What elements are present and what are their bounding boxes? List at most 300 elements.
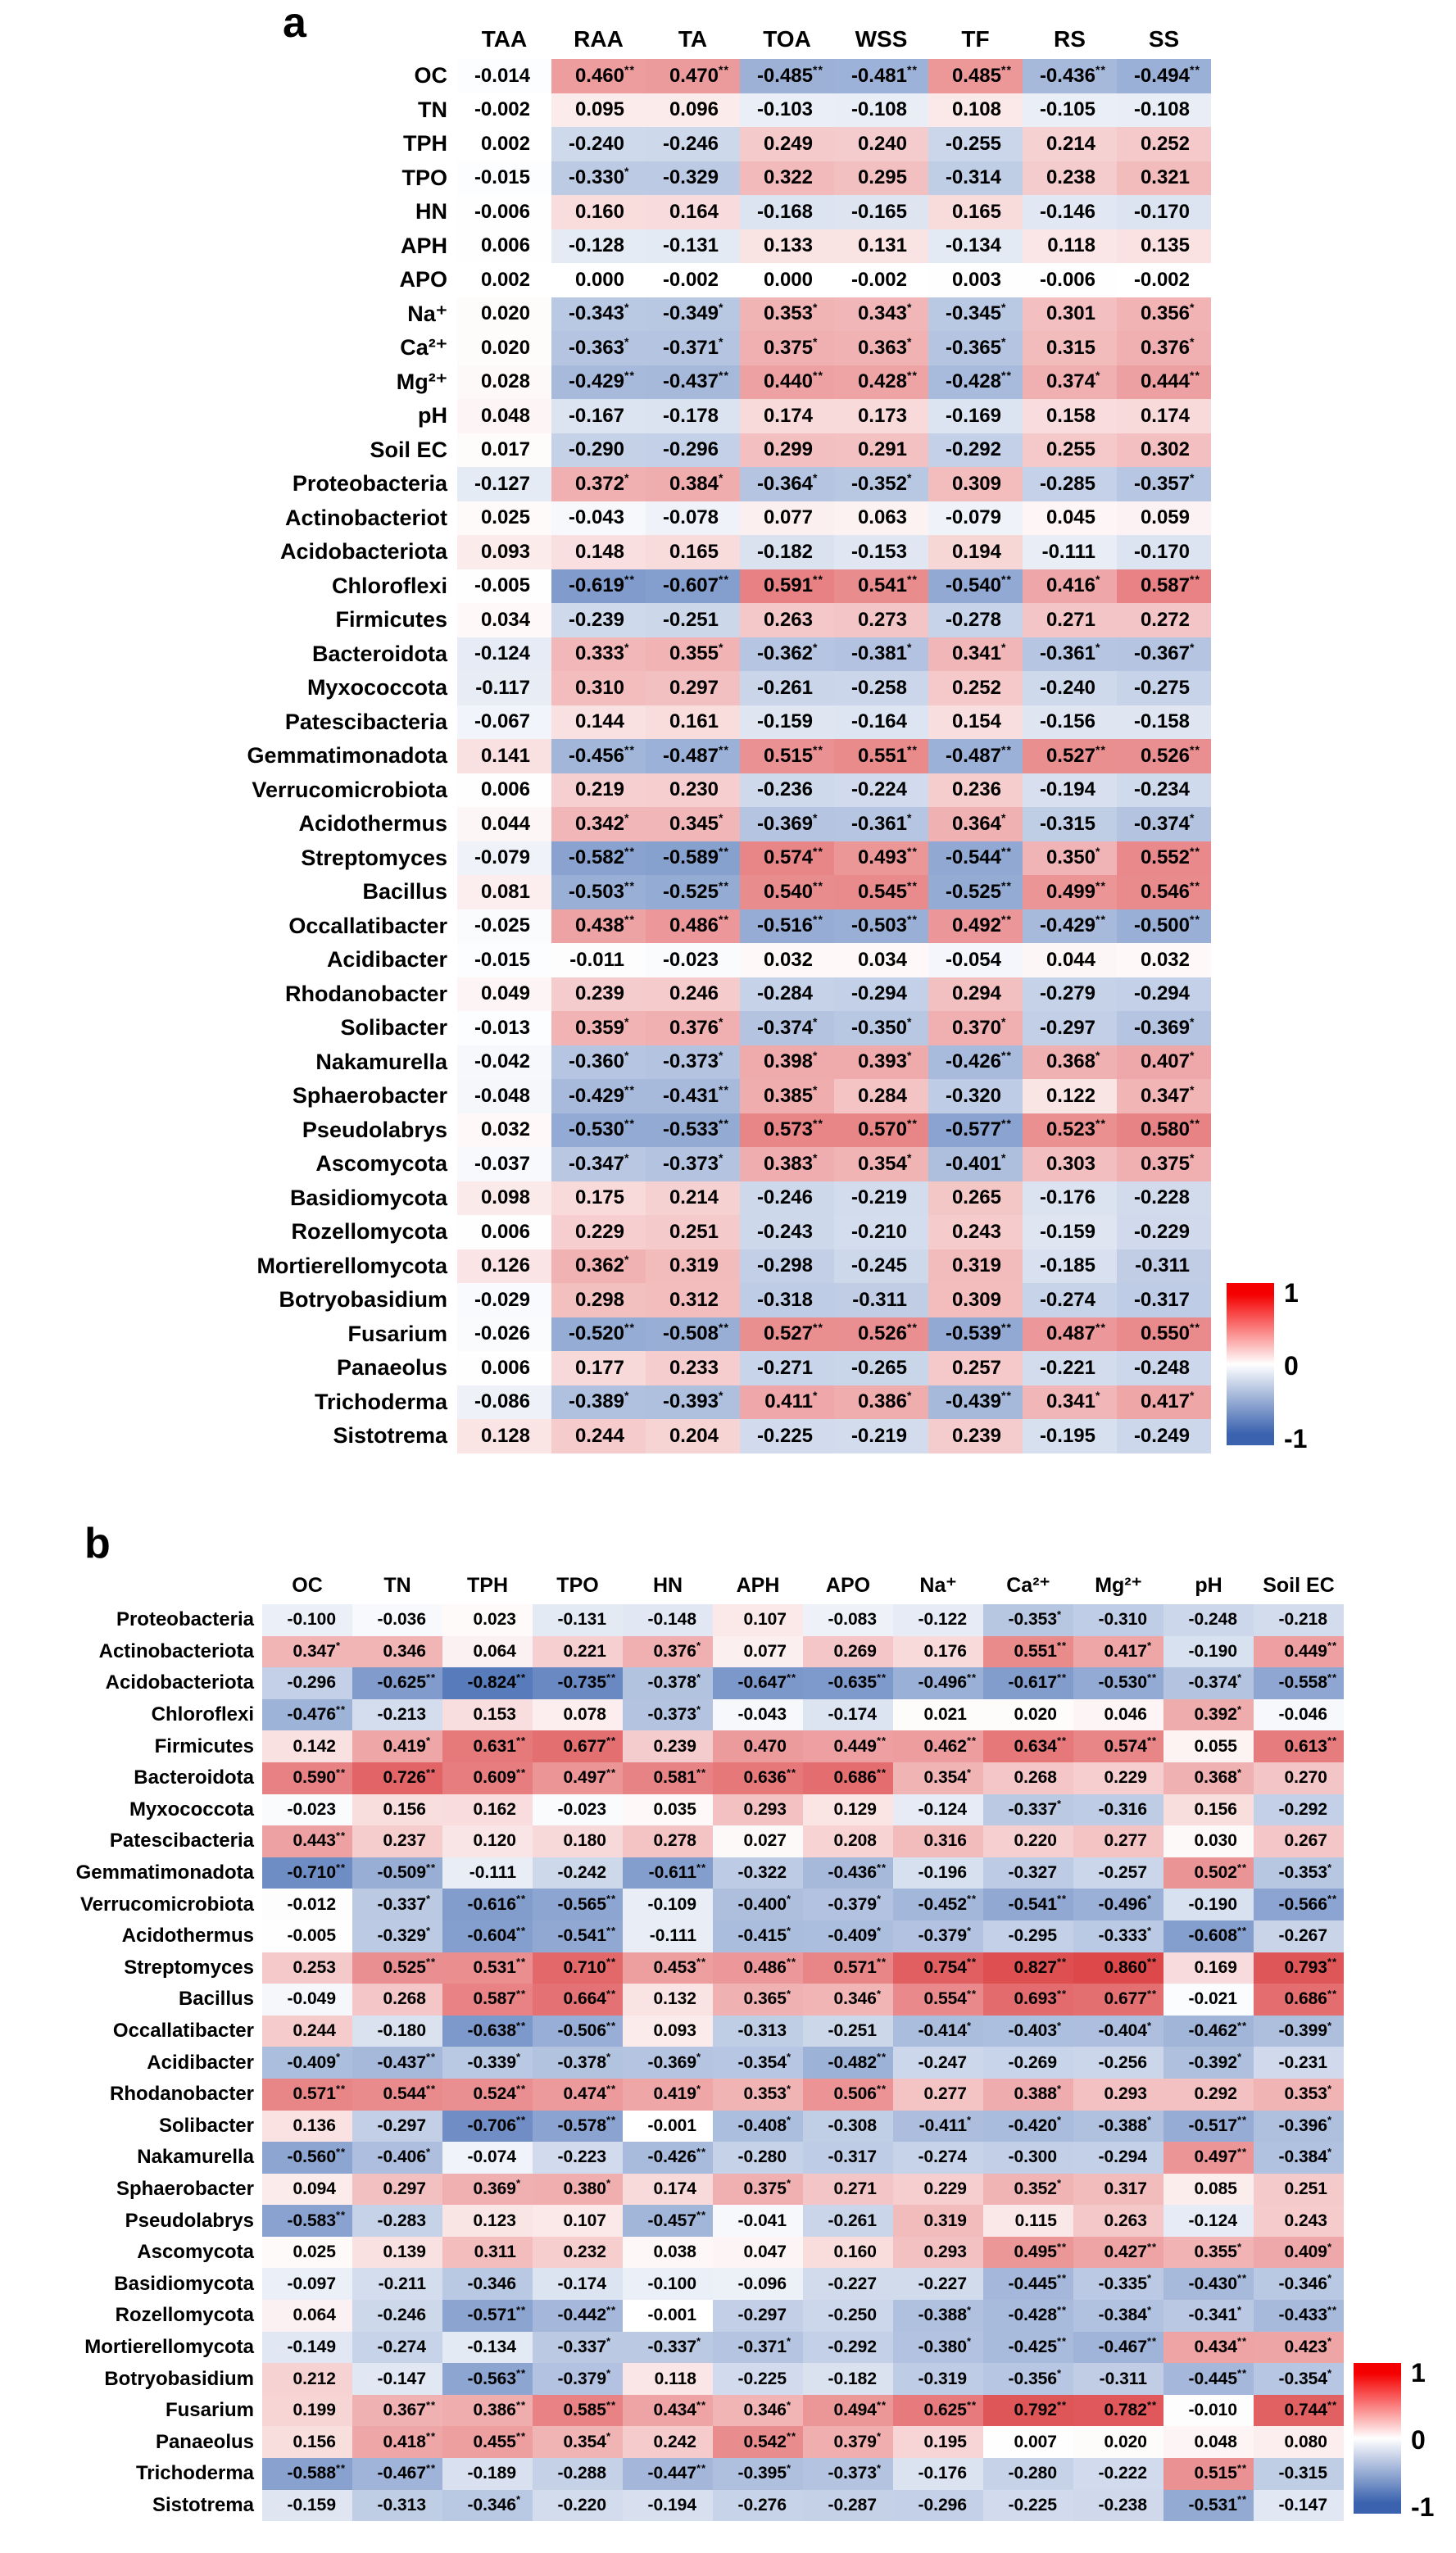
significance-mark: ** <box>719 878 729 892</box>
heatmap-cell <box>533 2111 623 2143</box>
heatmap-cell <box>1163 2111 1254 2143</box>
significance-mark: ** <box>1237 2461 1248 2474</box>
heatmap-cell <box>551 603 646 637</box>
heatmap-cell <box>1254 1952 1344 1984</box>
heatmap-cell <box>262 1857 352 1889</box>
cell-value: -0.250 <box>828 2306 877 2325</box>
heatmap-cell <box>834 705 928 740</box>
heatmap-cell <box>928 1011 1023 1045</box>
cell-value: 0.244 <box>293 2021 336 2041</box>
heatmap-cell <box>713 2395 803 2427</box>
heatmap-cell <box>352 1984 442 2016</box>
heatmap-cell <box>893 2016 983 2047</box>
heatmap-cell <box>834 1351 928 1385</box>
heatmap-cell <box>1117 399 1211 433</box>
significance-mark: * <box>696 2051 702 2064</box>
heatmap-cell <box>740 1317 834 1352</box>
cell-value: 0.229 <box>923 2179 967 2198</box>
heatmap-cell <box>803 2490 893 2522</box>
column-header: APH <box>736 1573 780 1597</box>
cell-value: -0.196 <box>918 1863 967 1883</box>
heatmap-cell <box>803 1984 893 2016</box>
heatmap-cell <box>646 467 740 501</box>
significance-mark: ** <box>1095 878 1106 892</box>
significance-mark: * <box>1057 1798 1063 1811</box>
cell-value: 0.044 <box>1046 948 1095 971</box>
significance-mark: * <box>907 1389 913 1403</box>
cell-value: -0.002 <box>662 268 719 291</box>
significance-mark: ** <box>813 62 823 76</box>
heatmap-cell <box>1073 1604 1163 1636</box>
heatmap-cell <box>551 807 646 841</box>
heatmap-cell <box>740 841 834 876</box>
heatmap-cell <box>646 603 740 637</box>
heatmap-cell <box>1254 1730 1344 1762</box>
significance-mark: ** <box>1001 845 1012 859</box>
heatmap-cell <box>983 2205 1073 2237</box>
heatmap-cell <box>551 59 646 93</box>
row-label: Acidothermus <box>121 1925 254 1948</box>
heatmap-cell <box>1117 875 1211 909</box>
heatmap-cell <box>1117 467 1211 501</box>
cell-value: 0.064 <box>473 1641 516 1661</box>
cell-value: 0.249 <box>763 132 813 155</box>
row-label: Gemmatimonadota <box>247 743 447 769</box>
cell-value: -0.608 <box>1188 1926 1237 1946</box>
heatmap-cell <box>457 569 551 604</box>
cell-value: -0.247 <box>918 2052 967 2072</box>
cell-value: -0.320 <box>945 1084 1001 1107</box>
heatmap-cell <box>1117 331 1211 365</box>
heatmap-cell <box>1073 2237 1163 2269</box>
significance-mark: * <box>1237 1703 1243 1716</box>
cell-value: 0.077 <box>763 506 813 529</box>
heatmap-cell <box>803 1699 893 1731</box>
cell-value: 0.165 <box>669 540 719 563</box>
row-label: Acidibacter <box>326 947 447 973</box>
heatmap-cell <box>457 331 551 365</box>
cell-value: -0.428 <box>1008 2306 1057 2325</box>
cell-value: 0.540 <box>763 880 813 903</box>
cell-value: 0.129 <box>833 1799 877 1819</box>
heatmap-cell <box>740 671 834 705</box>
heatmap-cell <box>834 1113 928 1148</box>
heatmap-cell <box>740 1045 834 1080</box>
cell-value: -0.290 <box>568 438 624 461</box>
cell-value: -0.503 <box>568 880 624 903</box>
cell-value: -0.134 <box>945 234 1001 257</box>
heatmap-cell <box>1117 841 1211 876</box>
heatmap-cell <box>893 1699 983 1731</box>
heatmap-cell <box>713 1984 803 2016</box>
significance-mark: * <box>1190 1389 1195 1403</box>
heatmap-cell <box>893 1604 983 1636</box>
heatmap-cell <box>740 1283 834 1317</box>
cell-value: 0.333 <box>574 642 624 665</box>
heatmap-cell <box>1163 2395 1254 2427</box>
heatmap-cell <box>928 331 1023 365</box>
cell-value: 0.176 <box>923 1641 967 1661</box>
cell-value: -0.429 <box>568 370 624 393</box>
heatmap-cell <box>834 1147 928 1181</box>
significance-mark: ** <box>606 1924 617 1937</box>
significance-mark: ** <box>1237 2367 1248 2380</box>
cell-value: 0.443 <box>293 1831 336 1851</box>
cell-value: 0.502 <box>1194 1863 1237 1883</box>
cell-value: -0.617 <box>1008 1673 1057 1693</box>
row-label: Trichoderma <box>314 1389 447 1414</box>
cell-value: -0.420 <box>1008 2115 1057 2135</box>
heatmap-cell <box>983 2142 1073 2174</box>
heatmap-cell <box>646 1011 740 1045</box>
significance-mark: ** <box>516 1956 527 1969</box>
cell-value: -0.393 <box>662 1390 719 1413</box>
cell-value: 0.625 <box>923 2401 967 2420</box>
heatmap-cell <box>623 1667 713 1699</box>
heatmap-cell <box>646 1317 740 1352</box>
heatmap-cell <box>442 1984 533 2016</box>
significance-mark: ** <box>1095 913 1106 927</box>
cell-value: -0.097 <box>287 2274 336 2293</box>
cell-value: 0.035 <box>653 1799 696 1819</box>
heatmap-cell <box>928 467 1023 501</box>
significance-mark: * <box>1190 1049 1195 1063</box>
significance-mark: * <box>1327 2367 1333 2380</box>
cell-value: -0.400 <box>737 1894 787 1914</box>
heatmap-cell <box>352 2426 442 2458</box>
cell-value: -0.283 <box>377 2211 426 2230</box>
cell-value: -0.607 <box>662 574 719 597</box>
heatmap-cell <box>1023 739 1117 773</box>
heatmap-cell <box>928 535 1023 569</box>
significance-mark: ** <box>967 1987 977 2000</box>
cell-value: -0.271 <box>756 1356 813 1379</box>
significance-mark: ** <box>877 2082 887 2095</box>
cell-value: 0.002 <box>480 268 530 291</box>
heatmap-cell <box>457 637 551 672</box>
heatmap-cell <box>1254 2300 1344 2332</box>
cell-value: 0.346 <box>743 2401 787 2420</box>
cell-value: -0.373 <box>662 1152 719 1175</box>
heatmap-cell <box>262 1889 352 1920</box>
heatmap-cell <box>1254 2395 1344 2427</box>
heatmap-cell <box>551 331 646 365</box>
heatmap-cell <box>646 909 740 944</box>
significance-mark: ** <box>696 2209 707 2222</box>
cell-value: -0.036 <box>377 1610 426 1630</box>
heatmap-cell <box>457 365 551 400</box>
significance-mark: ** <box>1190 1117 1200 1131</box>
significance-mark: ** <box>624 1117 635 1131</box>
cell-value: -0.362 <box>756 642 813 665</box>
cell-value: 0.153 <box>473 1705 516 1725</box>
cell-value: 0.085 <box>1194 2179 1237 2198</box>
heatmap-cell <box>442 2142 533 2174</box>
heatmap-cell <box>740 1249 834 1284</box>
cell-value: 0.315 <box>1046 336 1095 359</box>
cell-value: 0.407 <box>1140 1050 1190 1073</box>
heatmap-cell <box>646 1385 740 1420</box>
cell-value: -0.735 <box>557 1673 606 1693</box>
heatmap-cell <box>740 603 834 637</box>
heatmap-cell <box>1023 943 1117 977</box>
heatmap-cell <box>1254 2016 1344 2047</box>
significance-mark: ** <box>813 878 823 892</box>
cell-value: -0.566 <box>1278 1894 1327 1914</box>
heatmap-cell <box>713 1699 803 1731</box>
heatmap-cell <box>928 1079 1023 1113</box>
cell-value: 0.133 <box>763 234 813 257</box>
cell-value: 0.386 <box>857 1390 907 1413</box>
cell-value: 0.591 <box>763 574 813 597</box>
cell-value: 0.160 <box>833 2242 877 2262</box>
cell-value: -0.447 <box>647 2464 696 2483</box>
row-label: Pseudolabrys <box>302 1117 447 1142</box>
significance-mark: ** <box>787 2430 797 2443</box>
cell-value: 0.136 <box>293 2115 336 2135</box>
cell-value: 0.180 <box>563 1831 606 1851</box>
significance-mark: ** <box>813 573 823 587</box>
significance-mark: ** <box>1001 369 1012 383</box>
heatmap-cell <box>740 195 834 229</box>
cell-value: 0.531 <box>473 1957 516 1977</box>
cell-value: 0.156 <box>383 1799 426 1819</box>
row-label: Sistotrema <box>333 1423 447 1449</box>
heatmap-cell <box>1023 501 1117 536</box>
row-label: Mortierellomycota <box>256 1253 447 1278</box>
cell-value: 0.693 <box>1014 1989 1057 2009</box>
row-label: Nakamurella <box>315 1049 447 1074</box>
corner-spacer <box>33 1567 262 1604</box>
heatmap-cell <box>262 2300 352 2332</box>
cell-value: -0.239 <box>568 608 624 631</box>
heatmap-cell <box>457 59 551 93</box>
cell-value: 0.240 <box>857 132 907 155</box>
significance-mark: ** <box>426 1861 437 1874</box>
heatmap-cell <box>928 263 1023 297</box>
heatmap-cell <box>551 773 646 808</box>
heatmap-cell <box>834 909 928 944</box>
heatmap-cell <box>713 2490 803 2522</box>
cell-value: -0.048 <box>474 1084 530 1107</box>
heatmap-cell <box>928 943 1023 977</box>
significance-mark: ** <box>1057 1671 1068 1684</box>
heatmap-cell <box>457 909 551 944</box>
cell-value: 0.025 <box>293 2242 336 2262</box>
colorbar-panel-a <box>1227 1278 1327 1453</box>
cell-value: 0.230 <box>669 778 719 801</box>
cell-value: 0.108 <box>951 98 1001 121</box>
heatmap-cell <box>533 1889 623 1920</box>
cell-value: -0.408 <box>737 2115 787 2135</box>
heatmap-cell <box>740 1385 834 1420</box>
row-label: Trichoderma <box>135 2462 254 2485</box>
significance-mark: * <box>1147 1924 1153 1937</box>
row-label: Ca²⁺ <box>400 335 447 361</box>
significance-mark: ** <box>1095 1117 1106 1131</box>
heatmap-cell <box>1163 2363 1254 2395</box>
significance-mark: ** <box>426 2398 437 2411</box>
cell-value: -0.279 <box>1039 982 1095 1005</box>
cell-value: -0.280 <box>1008 2464 1057 2483</box>
heatmap-cell <box>803 2363 893 2395</box>
heatmap-cell <box>803 2111 893 2143</box>
cell-value: 0.376 <box>1140 336 1190 359</box>
heatmap-cell <box>713 1667 803 1699</box>
heatmap-cell <box>1023 1181 1117 1216</box>
heatmap-cell <box>1254 2142 1344 2174</box>
cell-value: 0.384 <box>669 472 719 495</box>
column-header: TAA <box>481 26 528 52</box>
cell-value: 0.495 <box>1014 2242 1057 2262</box>
cell-value: 0.369 <box>473 2179 516 2198</box>
cell-value: 0.353 <box>763 302 813 325</box>
significance-mark: * <box>1147 2272 1153 2285</box>
significance-mark: * <box>606 2367 612 2380</box>
heatmap-cell <box>551 229 646 264</box>
heatmap-cell <box>928 127 1023 161</box>
significance-mark: ** <box>719 1117 729 1131</box>
cell-value: 0.160 <box>574 200 624 223</box>
row-label: Bacillus <box>178 1988 254 2011</box>
cell-value: 0.165 <box>951 200 1001 223</box>
heatmap-cell <box>1254 2047 1344 2079</box>
heatmap-cell <box>1254 1920 1344 1952</box>
significance-mark: ** <box>1237 2272 1248 2285</box>
cell-value: -0.074 <box>467 2147 516 2167</box>
cell-value: 0.156 <box>1194 1799 1237 1819</box>
cell-value: -0.169 <box>945 404 1001 427</box>
significance-mark: * <box>787 1987 792 2000</box>
cell-value: 0.045 <box>1046 506 1095 529</box>
heatmap-cell <box>1163 2016 1254 2047</box>
heatmap-cell <box>928 1147 1023 1181</box>
heatmap-cell <box>1023 569 1117 604</box>
row-label: Pseudolabrys <box>125 2209 254 2232</box>
cell-value: 0.020 <box>480 302 530 325</box>
significance-mark: * <box>426 2145 432 2158</box>
cell-value: -0.021 <box>1188 1989 1237 2009</box>
heatmap-cell <box>533 2079 623 2111</box>
cell-value: 0.000 <box>574 268 624 291</box>
heatmap-cell <box>646 229 740 264</box>
heatmap-cell <box>1117 1181 1211 1216</box>
heatmap-cell <box>803 2016 893 2047</box>
cell-value: -0.026 <box>474 1322 530 1345</box>
heatmap-cell <box>623 2363 713 2395</box>
heatmap-cell <box>1073 1920 1163 1952</box>
cell-value: -0.128 <box>568 234 624 257</box>
row-label: Panaeolus <box>155 2430 254 2453</box>
heatmap-cell <box>713 1825 803 1857</box>
cell-value: 0.236 <box>951 778 1001 801</box>
significance-mark: ** <box>624 845 635 859</box>
cell-value: -0.147 <box>377 2369 426 2388</box>
cell-value: 0.294 <box>951 982 1001 1005</box>
significance-mark: * <box>813 1049 819 1063</box>
cell-value: 0.251 <box>1284 2179 1327 2198</box>
cell-value: 0.341 <box>951 642 1001 665</box>
cell-value: -0.560 <box>287 2147 336 2167</box>
heatmap-cell <box>928 1249 1023 1284</box>
cell-value: 0.007 <box>1014 2432 1057 2451</box>
heatmap-cell <box>1117 1419 1211 1453</box>
cell-value: 0.416 <box>1046 574 1095 597</box>
heatmap-cell <box>646 1419 740 1453</box>
cell-value: 0.295 <box>857 166 907 189</box>
cell-value: 0.293 <box>1104 2084 1147 2104</box>
cell-value: 0.368 <box>1194 1768 1237 1788</box>
heatmap-cell <box>457 1181 551 1216</box>
cell-value: -0.211 <box>378 2274 426 2293</box>
significance-mark: ** <box>516 2367 527 2380</box>
significance-mark: * <box>1327 2145 1333 2158</box>
column-header: RAA <box>574 26 624 52</box>
heatmap-cell <box>1117 433 1211 468</box>
heatmap-cell <box>262 1667 352 1699</box>
cell-value: -0.314 <box>945 166 1001 189</box>
heatmap-cell <box>262 1604 352 1636</box>
significance-mark: ** <box>696 2398 707 2411</box>
cell-value: -0.292 <box>945 438 1001 461</box>
heatmap-cell <box>803 2268 893 2300</box>
heatmap-cell <box>713 2332 803 2364</box>
cell-value: -0.147 <box>1278 2495 1327 2514</box>
heatmap-cell <box>551 93 646 128</box>
cell-value: 0.293 <box>923 2242 967 2262</box>
heatmap-cell <box>834 365 928 400</box>
cell-value: -0.248 <box>1188 1610 1237 1630</box>
cell-value: -0.352 <box>850 472 907 495</box>
cell-value: 0.372 <box>574 472 624 495</box>
heatmap-cell <box>1254 2332 1344 2364</box>
significance-mark: * <box>1147 1893 1153 1906</box>
heatmap-cell <box>1117 1113 1211 1148</box>
heatmap-cell <box>928 773 1023 808</box>
significance-mark: * <box>719 301 724 315</box>
significance-mark: * <box>719 1014 724 1028</box>
heatmap-cell <box>1254 1794 1344 1826</box>
heatmap-cell <box>352 2395 442 2427</box>
heatmap-cell <box>646 705 740 740</box>
significance-mark: ** <box>1147 1734 1158 1748</box>
cell-value: 0.098 <box>480 1186 530 1209</box>
significance-mark: ** <box>877 1671 887 1684</box>
cell-value: -0.565 <box>557 1894 606 1914</box>
cell-value: -0.190 <box>1188 1641 1237 1661</box>
cell-value: 0.525 <box>383 1957 426 1977</box>
cell-value: -0.429 <box>1039 914 1095 937</box>
heatmap-cell <box>1163 2205 1254 2237</box>
cell-value: -0.540 <box>945 574 1001 597</box>
heatmap-cell <box>1163 2237 1254 2269</box>
heatmap-cell <box>740 875 834 909</box>
heatmap-cell <box>740 229 834 264</box>
heatmap-cell <box>1023 127 1117 161</box>
cell-value: -0.176 <box>918 2464 967 2483</box>
significance-mark: * <box>624 334 630 348</box>
heatmap-cell <box>740 1215 834 1249</box>
heatmap-cell <box>457 535 551 569</box>
cell-value: 0.782 <box>1104 2401 1147 2420</box>
heatmap-cell <box>713 2142 803 2174</box>
heatmap-cell <box>983 1699 1073 1731</box>
heatmap-cell <box>1117 1385 1211 1420</box>
cell-value: -0.378 <box>647 1673 696 1693</box>
column-header: Ca²⁺ <box>1006 1574 1050 1597</box>
cell-value: 0.251 <box>669 1220 719 1243</box>
significance-mark: ** <box>1001 1049 1012 1063</box>
